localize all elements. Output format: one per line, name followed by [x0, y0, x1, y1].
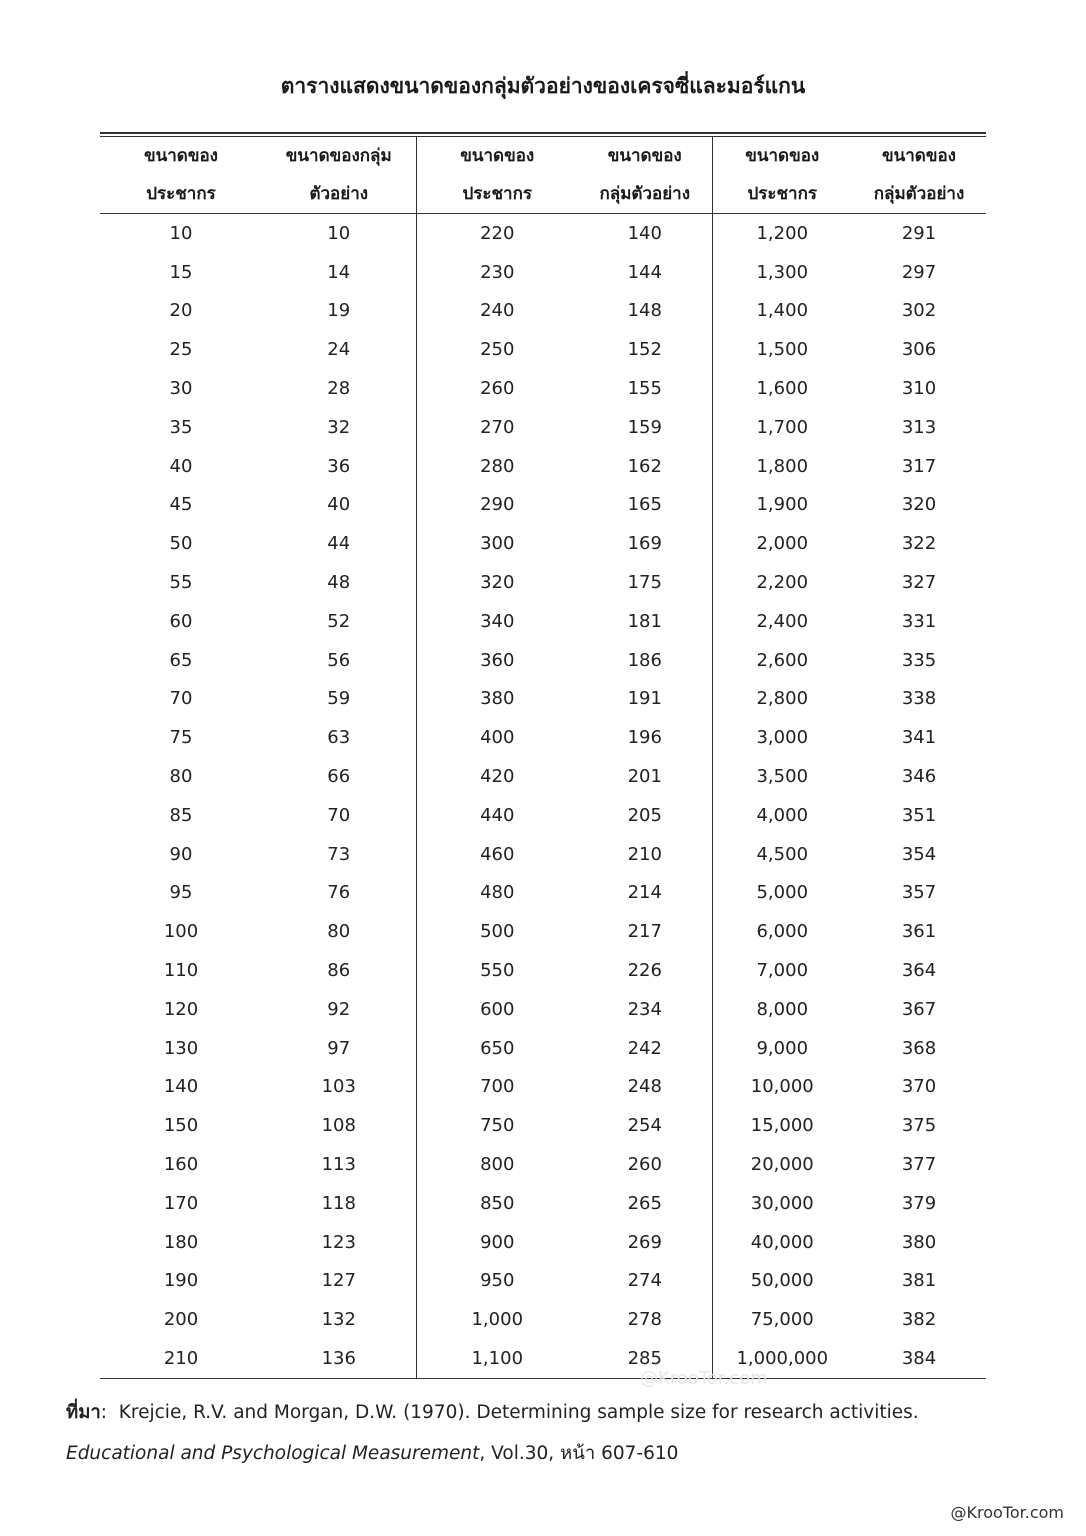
table-cell: 2,000 [756, 533, 809, 555]
table-cell: 320 [901, 494, 937, 516]
header-cell: ขนาดของกลุ่ม [262, 137, 416, 175]
table-cell: 340 [480, 610, 515, 632]
table-cell: 15 [169, 261, 193, 283]
table-body [100, 214, 986, 1378]
table-cell: 59 [262, 680, 416, 719]
table-cell: 73 [262, 835, 416, 874]
table-cell: 15,000 [750, 1115, 814, 1137]
table-cell: 1,300 [756, 261, 809, 283]
table-cell: 55 [169, 572, 193, 594]
table-cell: 50 [169, 533, 193, 555]
table-row [100, 1145, 986, 1184]
table-cell: 317 [901, 455, 937, 477]
sample-size-table-container [100, 132, 986, 1379]
table-row [100, 874, 986, 913]
table-cell: 30 [169, 378, 193, 400]
table-cell: 1,700 [756, 416, 809, 438]
table-cell: 269 [578, 1223, 712, 1262]
table-cell: 152 [578, 330, 712, 369]
table-cell: 377 [901, 1154, 937, 1176]
table-row [100, 680, 986, 719]
table-cell: 80 [169, 766, 193, 788]
table-cell: 48 [262, 563, 416, 602]
table-cell: 210 [578, 835, 712, 874]
table-cell: 66 [262, 757, 416, 796]
header-cell: กลุ่มตัวอย่าง [578, 175, 712, 214]
table-cell: 400 [480, 727, 515, 749]
table-cell: 210 [163, 1348, 199, 1369]
table-cell: 274 [578, 1262, 712, 1301]
table-row [100, 524, 986, 563]
table-cell: 3,500 [756, 766, 809, 788]
table-cell: 250 [480, 339, 515, 361]
table-cell: 80 [262, 912, 416, 951]
table-cell: 75,000 [750, 1309, 814, 1331]
table-row [100, 641, 986, 680]
table-cell: 132 [262, 1300, 416, 1339]
table-cell: 1,600 [756, 378, 809, 400]
table-cell: 335 [901, 649, 937, 671]
header-cell: ขนาดของ [882, 146, 956, 166]
table-cell: 90 [169, 843, 193, 865]
table-cell: 118 [262, 1184, 416, 1223]
table-cell: 500 [480, 921, 515, 943]
table-cell: 364 [901, 960, 937, 982]
table-row [100, 408, 986, 447]
table-cell: 900 [480, 1231, 515, 1253]
table-row [100, 602, 986, 641]
source-citation [66, 1392, 1026, 1474]
table-cell: 201 [578, 757, 712, 796]
table-cell: 162 [578, 447, 712, 486]
table-cell: 4,000 [756, 804, 809, 826]
table-cell: 76 [262, 874, 416, 913]
table-cell: 28 [262, 369, 416, 408]
table-cell: 127 [262, 1262, 416, 1301]
table-cell: 226 [578, 951, 712, 990]
table-cell: 60 [169, 610, 193, 632]
table-cell: 650 [480, 1037, 515, 1059]
source-separator: : [100, 1402, 108, 1423]
table-row [100, 447, 986, 486]
table-cell: 35 [169, 416, 193, 438]
bottom-rule [100, 1378, 986, 1379]
table-row [100, 1300, 986, 1339]
table-cell: 234 [578, 990, 712, 1029]
table-row [100, 835, 986, 874]
table-cell: 230 [480, 261, 515, 283]
table-cell: 52 [262, 602, 416, 641]
table-cell: 217 [578, 912, 712, 951]
table-cell: 181 [578, 602, 712, 641]
table-cell: 191 [578, 680, 712, 719]
table-cell: 123 [262, 1223, 416, 1262]
table-cell: 750 [480, 1115, 515, 1137]
table-cell: 20,000 [750, 1154, 814, 1176]
table-cell: 3,000 [756, 727, 809, 749]
table-cell: 346 [901, 766, 937, 788]
table-cell: 800 [480, 1154, 515, 1176]
table-cell: 950 [480, 1270, 515, 1292]
table-cell: 56 [262, 641, 416, 680]
table-cell: 140 [163, 1076, 199, 1098]
table-cell: 45 [169, 494, 193, 516]
table-cell: 338 [901, 688, 937, 710]
table-row [100, 912, 986, 951]
header-cell: ประชากร [416, 175, 578, 214]
table-cell: 331 [901, 610, 937, 632]
table-cell: 1,100 [471, 1348, 524, 1369]
header-cell: ขนาดของ [745, 146, 820, 166]
table-cell: 700 [480, 1076, 515, 1098]
table-cell: 327 [901, 572, 937, 594]
table-row [100, 1184, 986, 1223]
table-cell: 313 [901, 416, 937, 438]
table-cell: 420 [480, 766, 515, 788]
table-header [100, 137, 986, 214]
table-cell: 19 [262, 292, 416, 331]
table-cell: 302 [901, 300, 937, 322]
table-cell: 220 [480, 222, 515, 244]
table-row [100, 951, 986, 990]
table-cell: 103 [262, 1068, 416, 1107]
table-cell: 214 [578, 874, 712, 913]
table-cell: 5,000 [756, 882, 809, 904]
table-cell: 7,000 [756, 960, 809, 982]
header-cell: กลุ่มตัวอย่าง [852, 175, 986, 214]
table-cell: 270 [480, 416, 515, 438]
source-text: Krejcie, R.V. and Morgan, D.W. (1970). Determining sample size for research activities. [118, 1402, 919, 1423]
table-row [100, 1068, 986, 1107]
table-cell: 50,000 [750, 1270, 814, 1292]
table-cell: 1,900 [756, 494, 809, 516]
table-cell: 148 [578, 292, 712, 331]
table-cell: 260 [578, 1145, 712, 1184]
table-cell: 351 [901, 804, 937, 826]
header-cell: ตัวอย่าง [262, 175, 416, 214]
table-cell: 354 [901, 843, 937, 865]
table-cell: 254 [578, 1106, 712, 1145]
table-cell: 100 [163, 921, 199, 943]
table-cell: 95 [169, 882, 193, 904]
table-cell: 108 [262, 1106, 416, 1145]
table-cell: 1,400 [756, 300, 809, 322]
table-cell: 850 [480, 1192, 515, 1214]
source-tail: , Vol.30, หน้า 607-610 [479, 1443, 679, 1464]
table-cell: 1,000 [471, 1309, 524, 1331]
table-cell: 165 [578, 486, 712, 525]
table-cell: 370 [901, 1076, 937, 1098]
table-row [100, 253, 986, 292]
table-cell: 180 [163, 1231, 199, 1253]
table-cell: 341 [901, 727, 937, 749]
table-cell: 382 [901, 1309, 937, 1331]
table-cell: 248 [578, 1068, 712, 1107]
table-cell: 20 [169, 300, 193, 322]
table-cell: 186 [578, 641, 712, 680]
table-cell: 155 [578, 369, 712, 408]
table-cell: 140 [578, 214, 712, 253]
table-cell: 144 [578, 253, 712, 292]
table-cell: 310 [901, 378, 937, 400]
table-cell: 190 [163, 1270, 199, 1292]
table-cell: 44 [262, 524, 416, 563]
table-row [100, 990, 986, 1029]
table-cell: 25 [169, 339, 193, 361]
table-cell: 2,200 [756, 572, 809, 594]
table-cell: 357 [901, 882, 937, 904]
table-cell: 92 [262, 990, 416, 1029]
table-cell: 1,800 [756, 455, 809, 477]
table-cell: 196 [578, 718, 712, 757]
table-row [100, 1106, 986, 1145]
table-cell: 379 [901, 1192, 937, 1214]
table-cell: 70 [169, 688, 193, 710]
table-row [100, 1339, 986, 1378]
table-cell: 1,200 [756, 222, 809, 244]
table-cell: 14 [262, 253, 416, 292]
table-cell: 40 [262, 486, 416, 525]
table-cell: 278 [578, 1300, 712, 1339]
table-cell: 10 [262, 214, 416, 253]
table-cell: 169 [578, 524, 712, 563]
table-cell: 2,800 [756, 688, 809, 710]
source-label: ที่มา [66, 1402, 101, 1423]
table-cell: 70 [262, 796, 416, 835]
page-title: ตารางแสดงขนาดของกลุ่มตัวอย่างของเครจซี่และมอร์แกน [280, 74, 806, 98]
table-cell: 320 [480, 572, 515, 594]
table-cell: 130 [163, 1037, 199, 1059]
table-cell: 360 [480, 649, 515, 671]
table-cell: 10,000 [750, 1076, 814, 1098]
table-cell: 150 [163, 1115, 199, 1137]
table-row [100, 330, 986, 369]
table-cell: 40,000 [750, 1231, 814, 1253]
table-row [100, 757, 986, 796]
header-cell: ขนาดของ [144, 146, 218, 166]
table-cell: 460 [480, 843, 515, 865]
table-cell: 120 [163, 998, 199, 1020]
table-cell: 1,500 [756, 339, 809, 361]
table-cell: 280 [480, 455, 515, 477]
table-cell: 290 [480, 494, 515, 516]
table-cell: 384 [901, 1348, 937, 1369]
sample-size-table [100, 137, 986, 1378]
table-row [100, 292, 986, 331]
header-cell: ประชากร [100, 175, 262, 214]
table-cell: 32 [262, 408, 416, 447]
table-row [100, 1223, 986, 1262]
table-row [100, 1029, 986, 1068]
table-cell: 361 [901, 921, 937, 943]
table-cell: 600 [480, 998, 515, 1020]
table-cell: 30,000 [750, 1192, 814, 1214]
source-journal: Educational and Psychological Measurement [66, 1443, 480, 1464]
table-cell: 2,400 [756, 610, 809, 632]
watermark: @KrooTor.com [950, 1503, 1064, 1522]
table-cell: 380 [901, 1231, 937, 1253]
table-cell: 291 [901, 222, 937, 244]
table-cell: 24 [262, 330, 416, 369]
table-cell: 113 [262, 1145, 416, 1184]
table-cell: 175 [578, 563, 712, 602]
table-row [100, 796, 986, 835]
table-cell: 200 [163, 1309, 199, 1331]
table-cell: 368 [901, 1037, 937, 1059]
header-cell: ขนาดของ [460, 146, 535, 166]
table-cell: 260 [480, 378, 515, 400]
table-cell: 375 [901, 1115, 937, 1137]
table-cell: 86 [262, 951, 416, 990]
table-cell: 381 [901, 1270, 937, 1292]
table-cell: 300 [480, 533, 515, 555]
table-cell: 10 [169, 222, 193, 244]
table-cell: 36 [262, 447, 416, 486]
table-cell: 110 [163, 960, 199, 982]
table-cell: 265 [578, 1184, 712, 1223]
header-row-1 [100, 137, 986, 175]
table-cell: 8,000 [756, 998, 809, 1020]
table-cell: 65 [169, 649, 193, 671]
table-cell: 63 [262, 718, 416, 757]
table-row [100, 718, 986, 757]
table-row [100, 1262, 986, 1301]
table-cell: 205 [578, 796, 712, 835]
table-cell: 6,000 [756, 921, 809, 943]
table-cell: 550 [480, 960, 515, 982]
table-cell: 4,500 [756, 843, 809, 865]
header-cell: ประชากร [712, 175, 852, 214]
table-cell: 480 [480, 882, 515, 904]
center-watermark: @KrooTor.com [640, 1368, 768, 1389]
table-cell: 159 [578, 408, 712, 447]
table-cell: 160 [163, 1154, 199, 1176]
table-cell: 170 [163, 1192, 199, 1214]
header-row-2 [100, 175, 986, 214]
table-cell: 136 [262, 1339, 416, 1378]
table-cell: 97 [262, 1029, 416, 1068]
table-cell: 367 [901, 998, 937, 1020]
table-cell: 285 [578, 1339, 712, 1378]
table-cell: 297 [901, 261, 937, 283]
table-cell: 85 [169, 804, 193, 826]
table-cell: 40 [169, 455, 193, 477]
table-cell: 306 [901, 339, 937, 361]
table-cell: 240 [480, 300, 515, 322]
table-cell: 380 [480, 688, 515, 710]
table-cell: 440 [480, 804, 515, 826]
table-row [100, 369, 986, 408]
table-row [100, 214, 986, 253]
table-row [100, 486, 986, 525]
table-cell: 75 [169, 727, 193, 749]
table-cell: 9,000 [756, 1037, 809, 1059]
table-cell: 322 [901, 533, 937, 555]
table-cell: 1,000,000 [736, 1348, 829, 1369]
table-cell: 2,600 [756, 649, 809, 671]
header-cell: ขนาดของ [578, 137, 712, 175]
table-row [100, 563, 986, 602]
table-cell: 242 [578, 1029, 712, 1068]
